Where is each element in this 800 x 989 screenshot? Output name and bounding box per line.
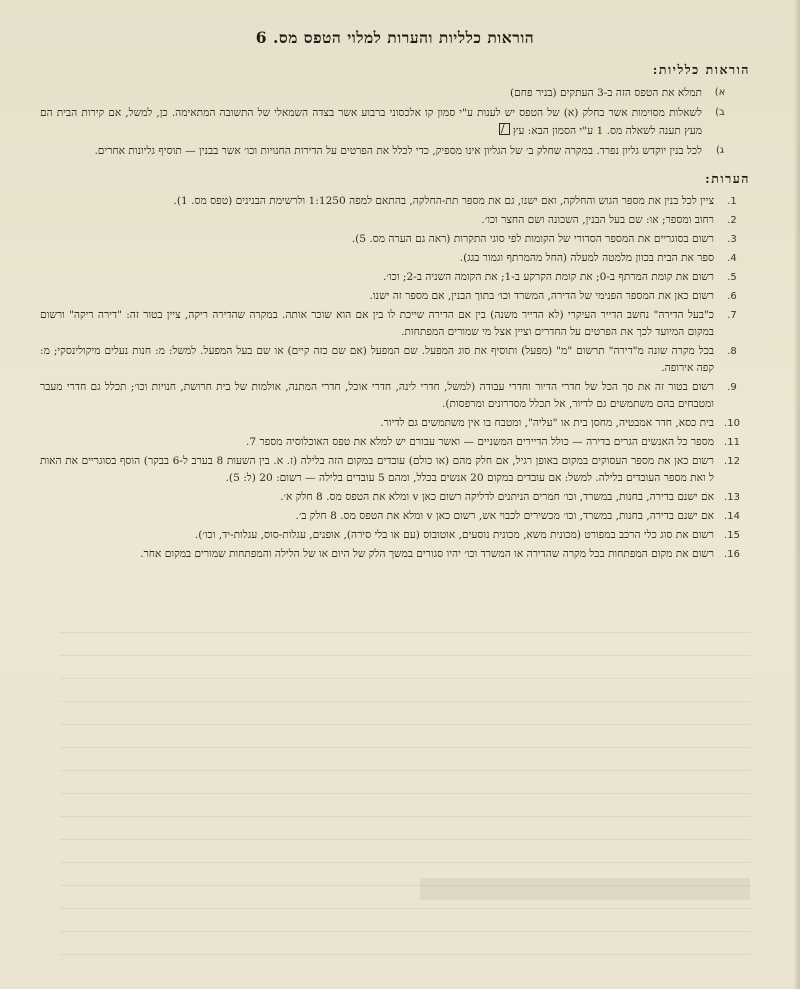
note-number: 1.: [727, 196, 737, 207]
note-text: מספר כל האנשים הגרים בדירה — כולל הדיירים המשניים — ואשר עבורם יש למלא את טפס האוכלוסיה מספר 7.: [246, 436, 714, 448]
page-edge: [794, 0, 800, 989]
note-text: כ"בעל הדירה" נחשב הדייר העיקרי (לא הדייר משנה) בין אם הדירה שייכת לו בין אם הוא שוכר אותה. במקרה שהדירה ריקה, ציין בטור זה: "דירה ריקה" ורשום במקום המיועד לכך את הפרטים על החדרים וציין אצל מי שמורים המפתחות.: [40, 309, 714, 338]
note-number: 12.: [724, 456, 740, 467]
general-item: [40, 84, 738, 103]
note-number: 13.: [724, 492, 740, 503]
note-item: [40, 250, 750, 267]
note-text: רחוב ומספר; או: שם בעל הבנין, השכונה ושם החצר וכו׳.: [481, 214, 714, 226]
note-text: רשום בטור זה את סך הכל של חדרי הדיור וחדרי עבודה (למשל, חדרי לינה, חדרי אוכל, חדרי המתנה, אולמות של בית חרושת, חנויות וכו׳; תכלל גם חדרי מעבר ומטבחים בהם משתמשים גם לדיור, אל תכלל מסדרונים ומרפסות).: [40, 381, 714, 410]
general-item-number: ג): [715, 144, 725, 156]
note-item: [40, 307, 750, 341]
note-text: אם ישנם בדירה, בחנות, במשרד, וכו׳ מכשירים לכבוי אש, רשום כאן v ומלא את הטפס מס. 8 חלק ב׳.: [295, 510, 714, 522]
general-instructions-list: [40, 84, 750, 160]
note-number: 11.: [724, 437, 740, 448]
note-text: ציין לכל בנין את מספר הגוש והחלקה, ואם ישנו, גם את מספר תת-החלקה, בהתאם למפה 1:1250 ולרשימת הבנינים (טפס מס. 1).: [173, 195, 714, 207]
note-item: [40, 269, 750, 286]
notes-list: [40, 193, 750, 563]
note-number: 14.: [724, 511, 740, 522]
checked-box-icon: [499, 123, 510, 135]
general-item-number: ב): [715, 106, 725, 118]
general-item-text: לכל בנין יוקדש גליון נפרד. במקרה שחלק ב׳ של הגליון אינו מספיק, כדי לכלל את הפרטים על הדירות החנויות וכו׳ אשר בבנין — תוסיף גליונות אחרים.: [94, 144, 702, 157]
note-item: [40, 379, 750, 413]
note-text: רשום את קומת המרתף ב-0; את קומת הקרקע ב-1; את הקומה השניה ב-2; וכו׳.: [383, 271, 714, 283]
note-text: אם ישנם בדירה, בחנות, במשרד, וכו׳ חמרים הניתנים לדליקה רשום כאן v ומלא את הטפס מס. 8 חלק א׳.: [280, 491, 714, 503]
note-number: 8.: [727, 346, 737, 357]
note-text: ספר את הבית בכוון מלמטה למעלה (החל מהמרתף וגמור בגג).: [459, 252, 714, 264]
note-number: 10.: [724, 418, 740, 429]
note-number: 15.: [724, 530, 740, 541]
note-item: [40, 508, 750, 525]
document-content: [40, 18, 750, 565]
note-number: 3.: [727, 234, 737, 245]
note-number: 5.: [727, 272, 737, 283]
note-text: רשום את סוג כלי הרכב במפורט (מכונית משא, מכונית נוסעים, אוטובוס (עם או בלי סירה), אופנים, עגלות-סוס, עגלות-יד, וכו׳).: [194, 529, 714, 541]
general-item-text-body: לשאלות מסוימות אשר בחלק (א) של הטפס יש לענות ע"י סמון קו אלכסוני ברבוע אשר בצדה השמאלי של התשובה המתאימה. כן, למשל, אם קירות הבית הם מעץ תענה לשאלה מס. 1 ע"י הסמון הבא: עץ: [40, 106, 702, 137]
note-item: [40, 193, 750, 210]
note-item: [40, 415, 750, 432]
note-number: 6.: [727, 291, 737, 302]
note-text: רשום כאן את המספר הפנימי של הדירה, המשרד וכו׳ בתוך הבנין, אם מספר זה ישנו.: [369, 290, 714, 302]
note-item: [40, 546, 750, 563]
note-text: רשום בסוגריים את המספר הסדורי של הקומות לפי סוגי התקרות (ראה גם הערה מס. 5).: [351, 233, 714, 245]
note-number: 16.: [724, 549, 740, 560]
bleed-through-lines: [60, 610, 750, 970]
note-text: רשום כאן את מספר העסוקים במקום באופן רגיל, אם חלק מהם (או כולם) עובדים במקום הזה בלילה (ז. א. בין השעות 8 בערב ל-6 בבקר) הוסף בסוגריים את האות ל ואת מספר העובדים בלילה. למשל: אם עובדים במקום 20 אנשים בכלל, ומהם 5 עובדים בלילה — רשום: 20 (ל: 5).: [40, 455, 714, 484]
note-text: בכל מקרה שונה מ"דירה" תרשום "מ" (מפעל) ותוסיף את סוג המפעל. שם המפעל (אם שם כזה קיים) או שם בעל המפעל. למשל: מ: חנות נעלים מיקולינסקי; מ: קפה אירופה.: [40, 345, 714, 374]
general-item: [40, 104, 738, 141]
general-item-text: [40, 104, 702, 141]
note-item: [40, 288, 750, 305]
bleed-through-block: [420, 878, 750, 900]
notes-heading: הערות:: [705, 171, 750, 186]
note-number: 4.: [727, 253, 737, 264]
note-item: [40, 231, 750, 248]
general-item-text: תמלא את הטפס הזה ב-3 העתקים (בניר פחם): [510, 87, 702, 99]
note-item: [40, 343, 750, 377]
note-text: בית כסא, חדר אמבטיה, מחסן בית או "עליה", ומטבח בו אין משתמשים גם לדיור.: [380, 417, 714, 429]
general-heading: הוראות כלליות:: [652, 62, 750, 77]
note-number: 7.: [727, 310, 737, 321]
note-number: 2.: [727, 215, 737, 226]
note-item: [40, 453, 750, 487]
general-item: [40, 142, 738, 161]
note-item: [40, 527, 750, 544]
general-item-number: א): [714, 87, 726, 98]
note-item: [40, 212, 750, 229]
note-number: 9.: [727, 382, 737, 393]
page-title: הוראות כלליות והערות למלוי הטפס מס. 6: [255, 28, 535, 47]
note-text: רשום את מקום המפתחות בכל מקרה שהדירה או המשרד וכו׳ יהיו סגורים במשך הלק של היום או של הלילה והמפתחות שמורים במקום אחר.: [140, 548, 714, 560]
note-item: [40, 434, 750, 451]
note-item: [40, 489, 750, 506]
